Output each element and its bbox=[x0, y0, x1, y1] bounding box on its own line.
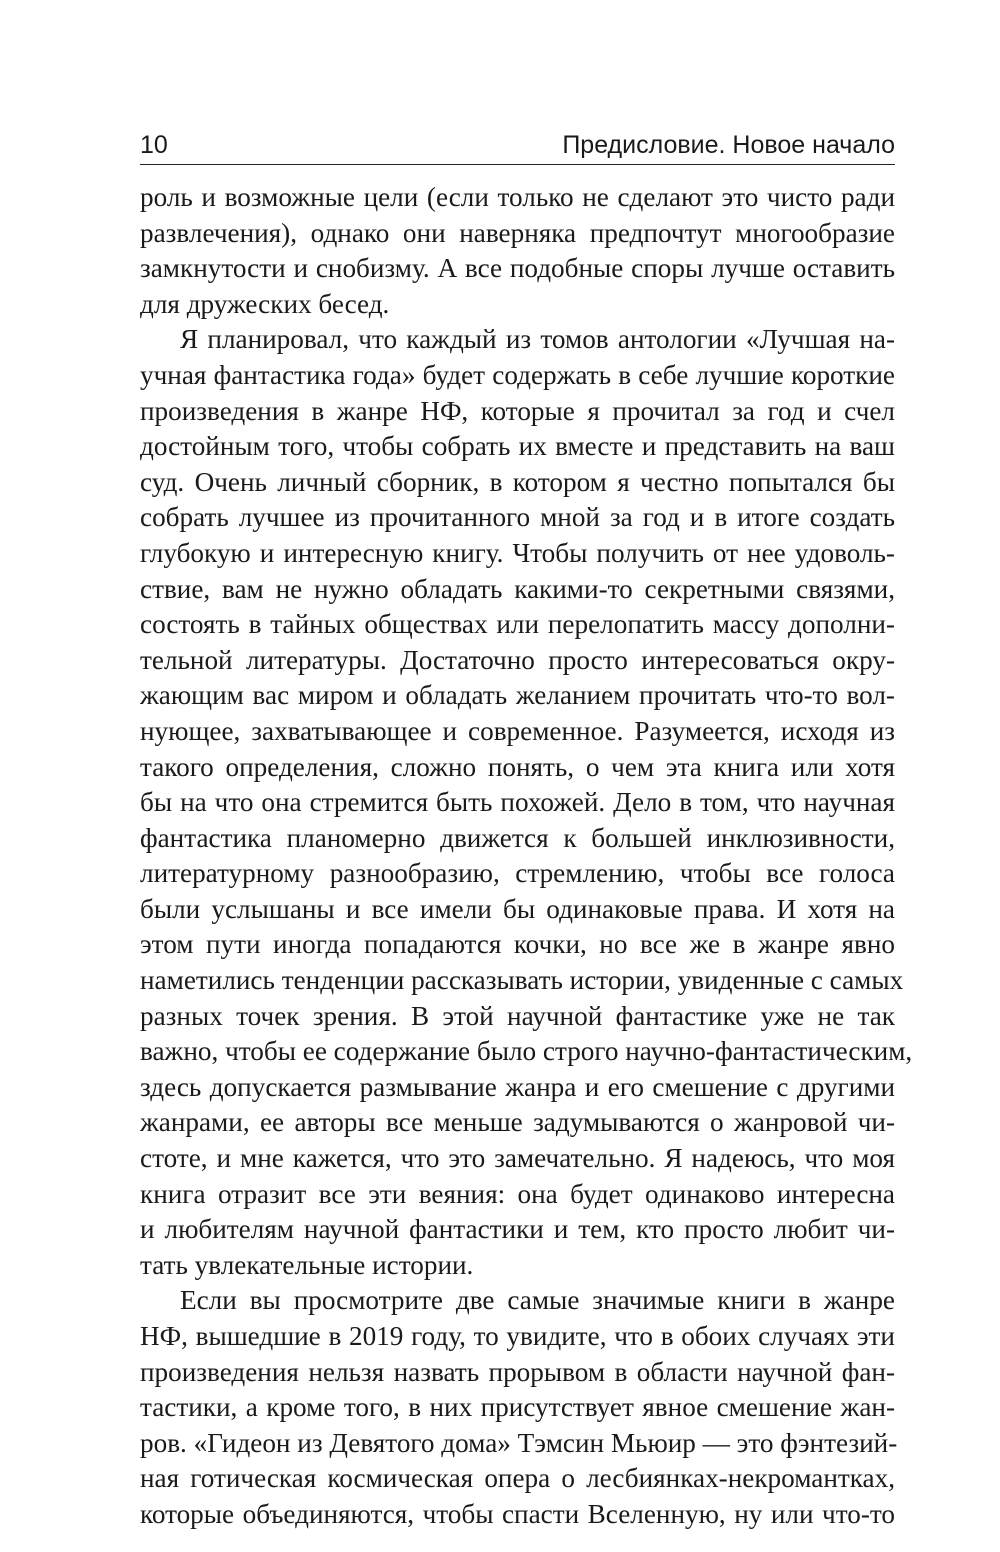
chapter-title: Предисловие. Новое начало bbox=[562, 131, 895, 159]
text-line: состоять в тайных обществах или перелопатить массу дополни- bbox=[140, 609, 895, 640]
text-line: нующее, захватывающее и современное. Разумеется, исходя из bbox=[140, 715, 895, 746]
text-line: достойным того, чтобы собрать их вместе и представить на ваш bbox=[140, 431, 895, 462]
text-line: роль и возможные цели (если только не сделают это чисто ради bbox=[140, 182, 895, 212]
text-line: для дружеских бесед. bbox=[140, 288, 390, 319]
text-line: глубокую и интересную книгу. Чтобы получить от нее удоволь- bbox=[140, 537, 895, 568]
text-line: НФ, вышедшие в 2019 году, то увидите, что в обоих случаях эти bbox=[140, 1321, 895, 1351]
text-line: важно, чтобы ее содержание было строго научно-фантастическим, bbox=[140, 1036, 913, 1067]
text-line: которые объединяются, чтобы спасти Вселенную, ну или что-то bbox=[140, 1498, 895, 1529]
text-line: произведения в жанре НФ, которые я прочитал за год и счел bbox=[140, 395, 895, 426]
text-line: произведения нельзя назвать прорывом в области научной фан- bbox=[140, 1356, 895, 1387]
text-line: ров. «Гидеон из Девятого дома» Тэмсин Мьюир — это фэнтезий- bbox=[140, 1427, 898, 1458]
page-number: 10 bbox=[140, 131, 168, 159]
text-line: Если вы просмотрите две самые значимые книги в жанре bbox=[180, 1285, 895, 1316]
text-line: ная готическая космическая опера о лесбиянках-некромантках, bbox=[140, 1463, 895, 1494]
text-line: бы на что она стремится быть похожей. Дело в том, что научная bbox=[140, 787, 895, 818]
text-line: тельной литературы. Достаточно просто интересоваться окру- bbox=[140, 644, 895, 675]
text-line: фантастика планомерно движется к большей инклюзивности, bbox=[140, 822, 895, 853]
text-line: тастики, а кроме того, в них присутствует явное смешение жан- bbox=[140, 1392, 895, 1423]
text-line: суд. Очень личный сборник, в котором я честно попытался бы bbox=[140, 466, 895, 497]
header-divider bbox=[140, 164, 895, 165]
text-line: жанрами, ее авторы все меньше задумываются о жанровой чи- bbox=[140, 1107, 895, 1138]
text-line: собрать лучшее из прочитанного мной за год и в итоге создать bbox=[140, 502, 895, 533]
running-header bbox=[140, 124, 895, 164]
text-line: и любителям научной фантастики и тем, кто просто любит чи- bbox=[140, 1214, 895, 1245]
text-line: развлечения), однако они наверняка предпочтут многообразие bbox=[140, 217, 895, 248]
text-line: этом пути иногда попадаются кочки, но все же в жанре явно bbox=[140, 929, 895, 960]
text-line: такого определения, сложно понять, о чем эта книга или хотя bbox=[140, 751, 895, 782]
text-line: замкнутости и снобизму. А все подобные споры лучше оставить bbox=[140, 253, 895, 284]
text-line: Я планировал, что каждый из томов антологии «Лучшая на- bbox=[180, 324, 895, 355]
text-line: разных точек зрения. В этой научной фантастике уже не так bbox=[140, 1000, 895, 1031]
text-line: были услышаны и все имели бы одинаковые права. И хотя на bbox=[140, 893, 895, 924]
text-line: книга отразит все эти веяния: она будет одинаково интересна bbox=[140, 1178, 895, 1209]
text-line: стоте, и мне кажется, что это замечательно. Я надеюсь, что моя bbox=[140, 1143, 895, 1174]
text-line: литературному разнообразию, стремлению, чтобы все голоса bbox=[140, 858, 895, 889]
text-line: учная фантастика года» будет содержать в себе лучшие короткие bbox=[140, 359, 895, 390]
text-line: тать увлекательные истории. bbox=[140, 1249, 474, 1280]
text-line: наметились тенденции рассказывать истории, увиденные с самых bbox=[140, 965, 904, 996]
text-line: жающим вас миром и обладать желанием прочитать что-то вол- bbox=[140, 680, 895, 711]
text-line: здесь допускается размывание жанра и его смешение с другими bbox=[140, 1071, 895, 1102]
text-line: ствие, вам не нужно обладать какими-то секретными связями, bbox=[140, 573, 895, 604]
body-text bbox=[140, 180, 913, 1533]
